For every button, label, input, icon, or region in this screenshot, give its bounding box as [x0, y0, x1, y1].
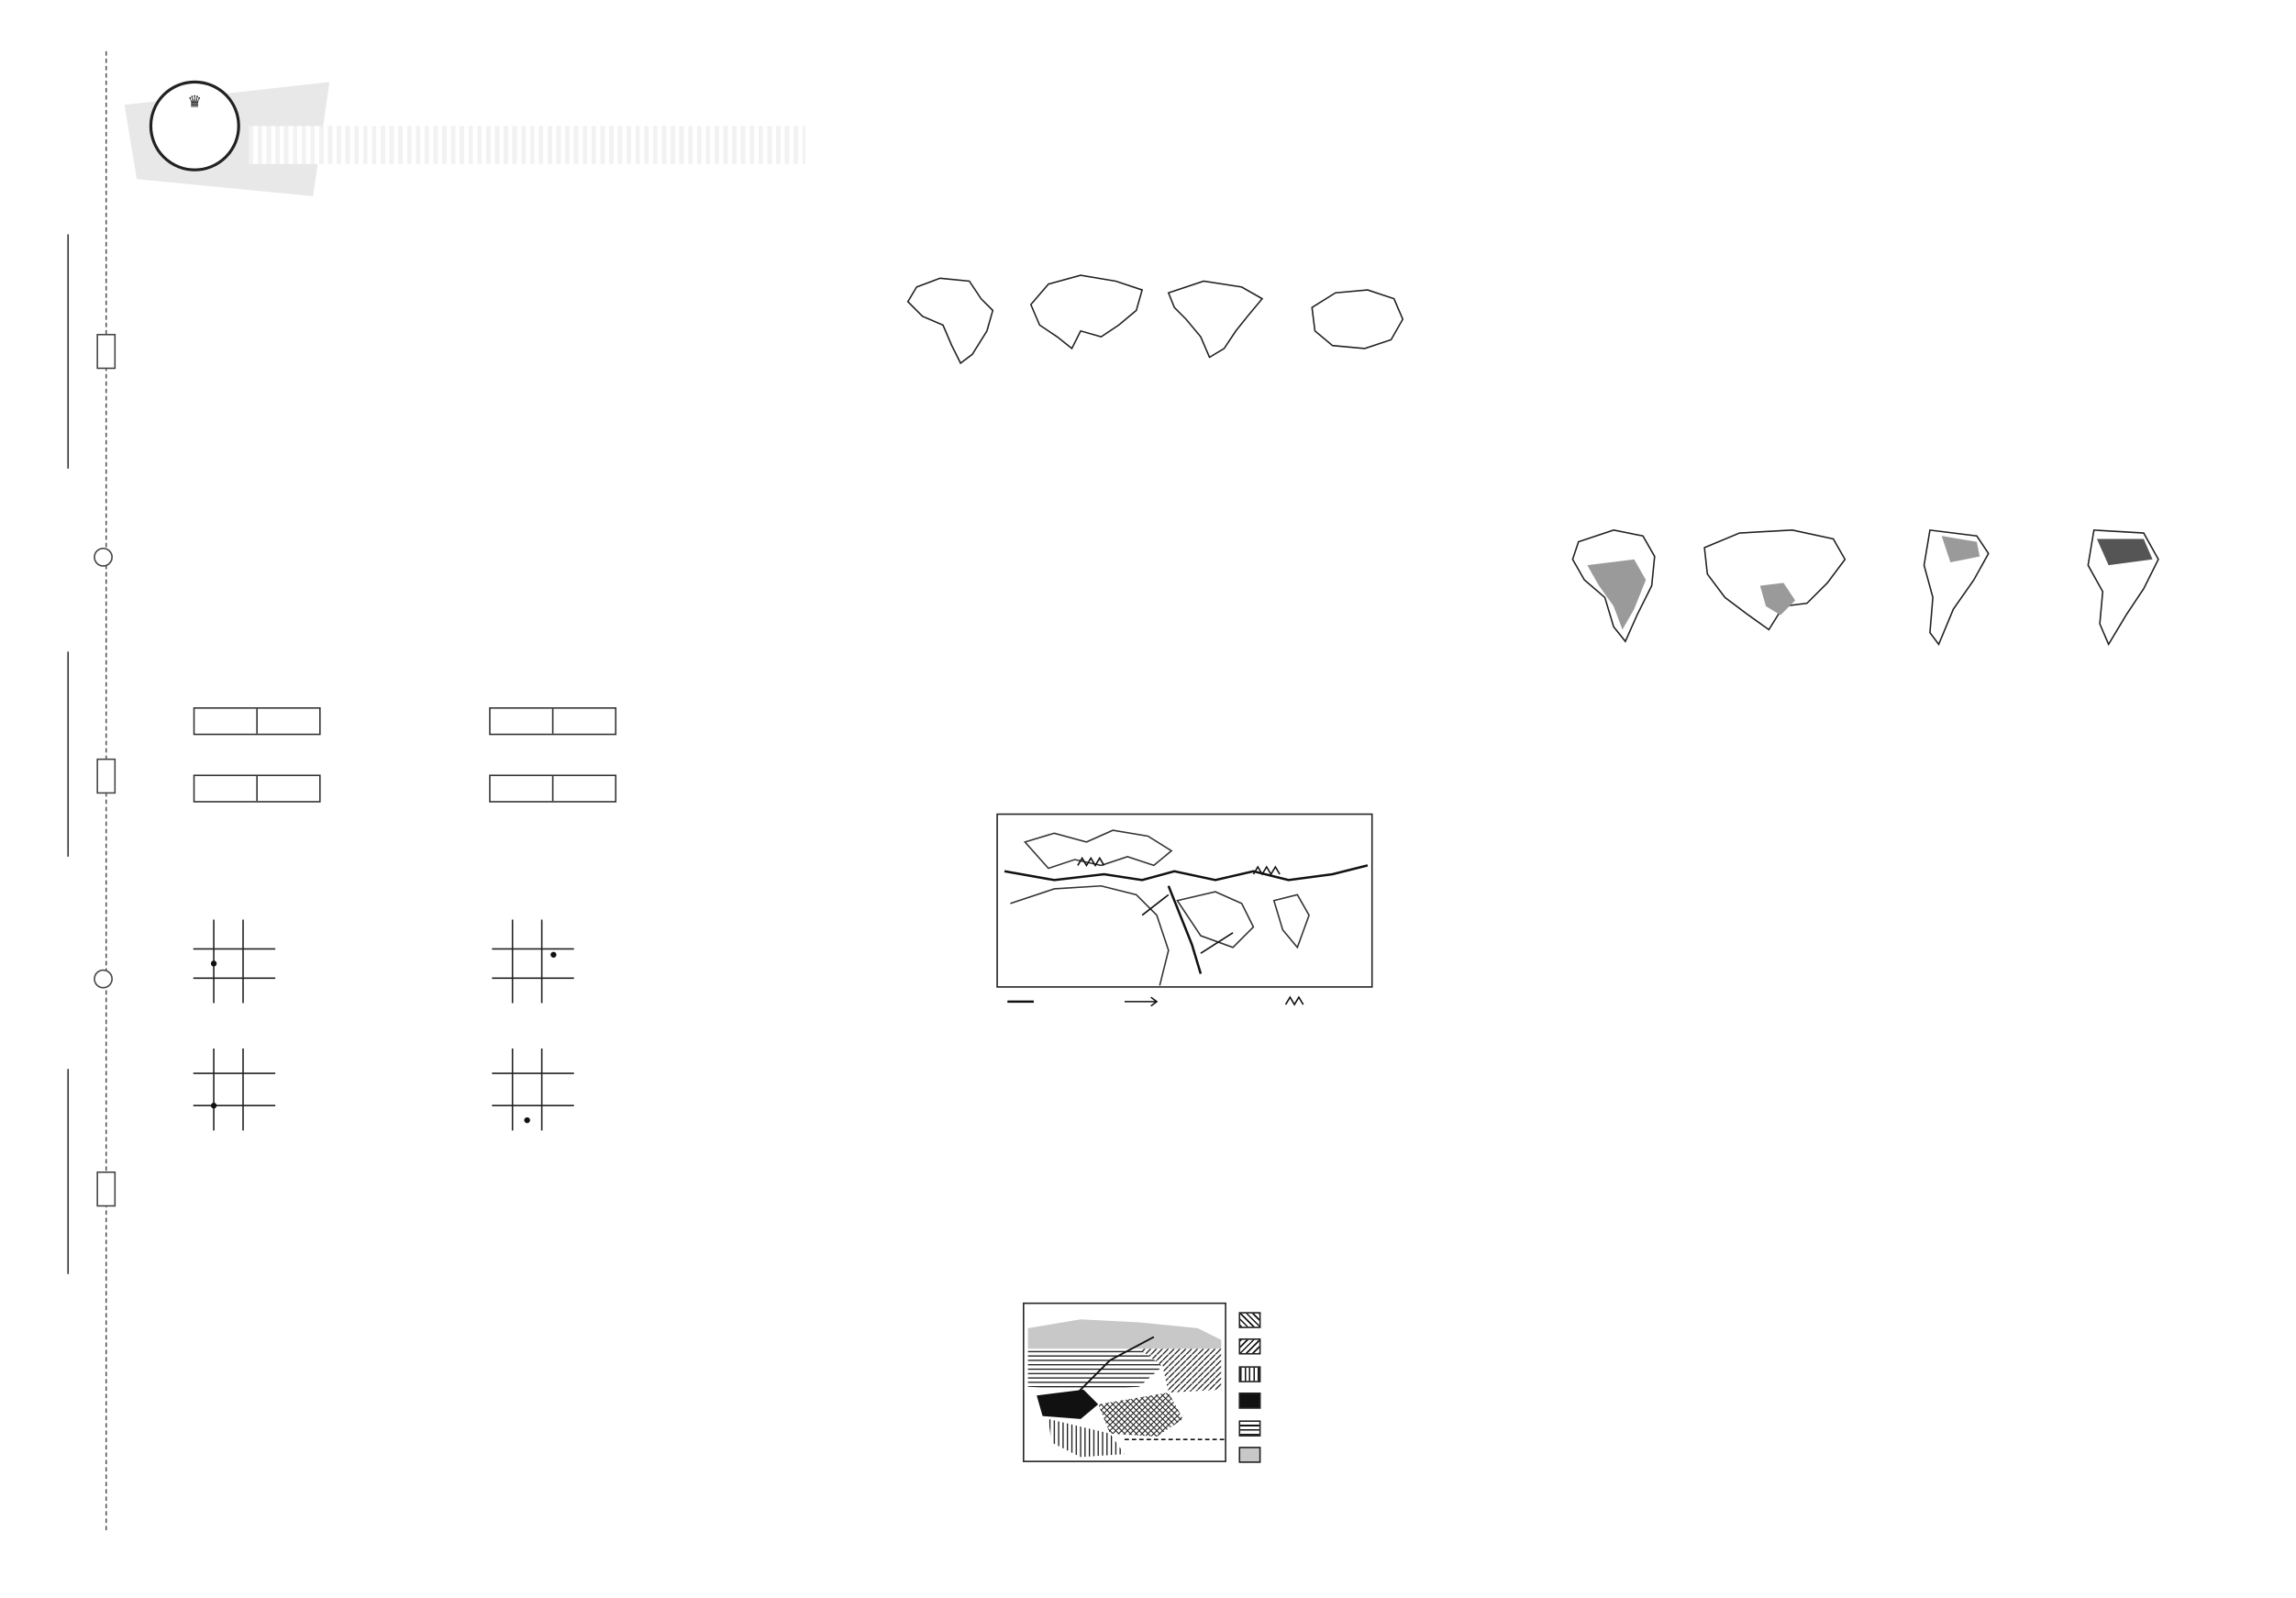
q15-climate-maps [1564, 521, 2179, 694]
q3-box-d[interactable] [489, 774, 616, 802]
q12-legend-item-5 [1238, 1415, 1266, 1443]
brand-logo [150, 81, 240, 172]
q8-africa-outline [908, 278, 993, 363]
q12-figure2-map [1022, 1302, 1230, 1489]
q3-box-b[interactable] [489, 707, 616, 735]
q4-grids [161, 893, 630, 1142]
q4-point-c [211, 1103, 216, 1108]
q3-box-c-right [256, 776, 319, 801]
school-underline [67, 234, 69, 468]
q12-legend-item-2 [1238, 1334, 1266, 1361]
q3-box-d-left [491, 776, 552, 801]
q3-box-b-left [491, 709, 552, 734]
q4-grid-b[interactable] [492, 919, 573, 1003]
q3-box-c[interactable] [194, 774, 321, 802]
binding-tag-seal [96, 759, 116, 793]
q8-asia-outline [1031, 275, 1142, 349]
q12-legend-item-6 [1238, 1442, 1266, 1470]
q8-north-america-outline [1169, 281, 1262, 357]
q12-continental [1028, 1348, 1163, 1390]
q12-legend-item-1 [1238, 1306, 1266, 1334]
q4-point-a [211, 960, 216, 966]
q15-map-c[interactable] [1924, 530, 1989, 645]
q15-map-b-outline [1704, 530, 1845, 630]
q11-figure1-map [995, 813, 1379, 1036]
q15-map-d[interactable] [2088, 530, 2158, 645]
q12-legend-item-3 [1238, 1360, 1266, 1388]
q4-grid-c[interactable] [194, 1049, 275, 1130]
q15-map-a[interactable] [1572, 530, 1654, 641]
q3-box-b-right [552, 709, 616, 734]
q3-box-d-right [552, 776, 616, 801]
q15-map-b[interactable] [1704, 530, 1845, 630]
q4-grid-a[interactable] [194, 919, 275, 1003]
class-underline [67, 651, 69, 856]
brand-crown-icon: ♛ [187, 92, 203, 112]
q4-point-d [524, 1117, 529, 1123]
binding-tag-line [96, 334, 116, 369]
q8-continent-outlines [896, 267, 1424, 370]
q12-legend-item-4 [1238, 1388, 1266, 1415]
q3-box-a-right [256, 709, 319, 734]
exam-title-band [249, 126, 805, 164]
binding-circle-2 [94, 970, 113, 989]
q8-antarctica-outline [1312, 290, 1403, 349]
q3-box-a-left [194, 709, 256, 734]
q3-box-c-left [194, 776, 256, 801]
q4-point-b [550, 952, 556, 958]
q4-grid-d[interactable] [492, 1049, 573, 1130]
binding-tag-secret [96, 1171, 116, 1206]
q12-legend [1238, 1306, 1266, 1470]
binding-circle-1 [94, 548, 113, 567]
name-underline [67, 1069, 69, 1273]
q3-box-a[interactable] [194, 707, 321, 735]
